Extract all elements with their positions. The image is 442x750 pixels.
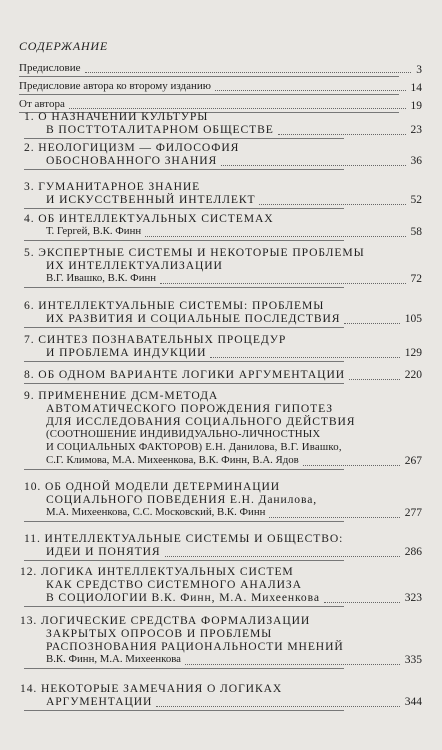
entry-title: 2. НЕОЛОГИЦИЗМ — ФИЛОСОФИЯ — [24, 141, 240, 154]
entry-title: 4. ОБ ИНТЕЛЛЕКТУАЛЬНЫХ СИСТЕМАХ — [24, 212, 274, 225]
entry-underline — [24, 287, 344, 288]
leader-dots — [344, 323, 399, 324]
entry-title-continued: ИХ РАЗВИТИЯ И СОЦИАЛЬНЫЕ ПОСЛЕДСТВИЯ — [46, 312, 341, 325]
leader-dots — [69, 108, 406, 109]
leader-dots — [278, 134, 406, 135]
entry-underline — [24, 208, 344, 209]
page-number: 52 — [410, 194, 422, 206]
toc-title: СОДЕРЖАНИЕ — [19, 39, 109, 53]
page-number: 277 — [404, 507, 422, 519]
entry-title: 12. ЛОГИКА ИНТЕЛЛЕКТУАЛЬНЫХ СИСТЕМ — [20, 565, 294, 578]
leader-dots — [85, 72, 412, 73]
entry-title: 5. ЭКСПЕРТНЫЕ СИСТЕМЫ И НЕКОТОРЫЕ ПРОБЛЕМЫ — [24, 246, 365, 259]
page-number: 14 — [410, 82, 422, 94]
entry-title-continued: СОЦИАЛЬНОГО ПОВЕДЕНИЯ Е.Н. Данилова, — [46, 493, 318, 506]
page-number: 58 — [410, 226, 422, 238]
page-number: 105 — [404, 313, 422, 325]
entry-title-continued: И ПРОБЛЕМА ИНДУКЦИИ — [46, 346, 207, 359]
page-number: 129 — [404, 347, 422, 359]
entry-underline — [24, 138, 344, 139]
entry-title: 7. СИНТЕЗ ПОЗНАВАТЕЛЬНЫХ ПРОЦЕДУР — [24, 333, 287, 346]
page-number: 23 — [410, 124, 422, 136]
page-number: 286 — [404, 546, 422, 558]
entry-title-continued: КАК СРЕДСТВО СИСТЕМНОГО АНАЛИЗА — [46, 578, 302, 591]
entry-underline — [24, 560, 344, 561]
entry-title: 3. ГУМАНИТАРНОЕ ЗНАНИЕ — [24, 180, 201, 193]
entry-title-continued: В.К. Финн, М.А. Михеенкова — [46, 653, 181, 665]
entry-underline — [24, 383, 344, 384]
entry-underline — [24, 606, 344, 607]
entry-underline — [24, 169, 344, 170]
page-number: 19 — [410, 100, 422, 112]
leader-dots — [185, 664, 400, 665]
leader-dots — [303, 465, 400, 466]
entry-title-continued: ЗАКРЫТЫХ ОПРОСОВ И ПРОБЛЕМЫ — [46, 627, 273, 640]
entry-title-continued: Т. Гергей, В.К. Финн — [46, 225, 142, 237]
entry-title: Предисловие — [19, 62, 81, 74]
entry-title: 6. ИНТЕЛЛЕКТУАЛЬНЫЕ СИСТЕМЫ: ПРОБЛЕМЫ — [24, 299, 325, 312]
leader-dots — [324, 602, 400, 603]
entry-underline — [24, 469, 344, 470]
leader-dots — [259, 204, 405, 205]
page-number: 72 — [410, 273, 422, 285]
leader-dots — [165, 556, 400, 557]
entry-underline — [19, 76, 399, 77]
leader-dots — [221, 165, 405, 166]
entry-title: 11. ИНТЕЛЛЕКТУАЛЬНЫЕ СИСТЕМЫ И ОБЩЕСТВО: — [24, 532, 344, 545]
leader-dots — [215, 90, 406, 91]
entry-title: 13. ЛОГИЧЕСКИЕ СРЕДСТВА ФОРМАЛИЗАЦИИ — [20, 614, 311, 627]
entry-title: 9. ПРИМЕНЕНИЕ ДСМ-МЕТОДА — [24, 389, 219, 402]
page-number: 267 — [404, 455, 422, 467]
leader-dots — [349, 379, 400, 380]
page-number: 36 — [410, 155, 422, 167]
entry-title-continued: ИХ ИНТЕЛЛЕКТУАЛИЗАЦИИ — [46, 259, 223, 272]
entry-title-continued: АРГУМЕНТАЦИИ — [46, 695, 153, 708]
page-number: 220 — [404, 369, 422, 381]
entry-underline — [24, 521, 344, 522]
entry-title: 8. ОБ ОДНОМ ВАРИАНТЕ ЛОГИКИ АРГУМЕНТАЦИИ — [24, 368, 345, 381]
entry-title-continued: ОБОСНОВАННОГО ЗНАНИЯ — [46, 154, 218, 167]
leader-dots — [269, 517, 399, 518]
entry-underline — [24, 327, 344, 328]
entry-title: 14. НЕКОТОРЫЕ ЗАМЕЧАНИЯ О ЛОГИКАХ — [20, 682, 283, 695]
page-number: 323 — [404, 592, 422, 604]
leader-dots — [160, 283, 405, 284]
entry-underline — [24, 668, 344, 669]
entry-title-continued: В.Г. Ивашко, В.К. Финн — [46, 272, 157, 284]
entry-underline — [19, 94, 399, 95]
entry-title-continued: ИДЕИ И ПОНЯТИЯ — [46, 545, 161, 558]
entry-title-continued: И СОЦИАЛЬНЫХ ФАКТОРОВ) Е.Н. Данилова, В.Г. Ивашко, — [46, 441, 342, 453]
entry-title-continued: (СООТНОШЕНИЕ ИНДИВИДУАЛЬНО-ЛИЧНОСТНЫХ — [46, 428, 321, 440]
entry-title-continued: И ИСКУССТВЕННЫЙ ИНТЕЛЛЕКТ — [46, 193, 256, 206]
entry-title-continued: АВТОМАТИЧЕСКОГО ПОРОЖДЕНИЯ ГИПОТЕЗ — [46, 402, 333, 415]
entry-underline — [24, 710, 344, 711]
page-number: 335 — [404, 654, 422, 666]
entry-title: 10. ОБ ОДНОЙ МОДЕЛИ ДЕТЕРМИНАЦИИ — [24, 480, 281, 493]
entry-title: 1. О НАЗНАЧЕНИИ КУЛЬТУРЫ — [24, 110, 209, 123]
entry-title-continued: В ПОСТТОТАЛИТАРНОМ ОБЩЕСТВЕ — [46, 123, 274, 136]
leader-dots — [145, 236, 405, 237]
entry-title: Предисловие автора ко второму изданию — [19, 80, 211, 92]
entry-underline — [24, 361, 344, 362]
leader-dots — [156, 706, 399, 707]
entry-title-continued: М.А. Михеенкова, С.С. Московский, В.К. Финн — [46, 506, 266, 518]
entry-title-continued: РАСПОЗНОВАНИЯ РАЦИОНАЛЬНОСТИ МНЕНИЙ — [46, 640, 344, 653]
entry-title: От автора — [19, 98, 65, 110]
leader-dots — [210, 357, 399, 358]
entry-underline — [24, 240, 344, 241]
entry-title-continued: С.Г. Климова, М.А. Михеенкова, В.К. Финн, В.А. Ядов — [46, 454, 299, 466]
page-number: 3 — [416, 64, 422, 76]
entry-title-continued: ДЛЯ ИССЛЕДОВАНИЯ СОЦИАЛЬНОГО ДЕЙСТВИЯ — [46, 415, 356, 428]
page-number: 344 — [404, 696, 422, 708]
entry-title-continued: В СОЦИОЛОГИИ В.К. Финн, М.А. Михеенкова — [46, 591, 320, 604]
